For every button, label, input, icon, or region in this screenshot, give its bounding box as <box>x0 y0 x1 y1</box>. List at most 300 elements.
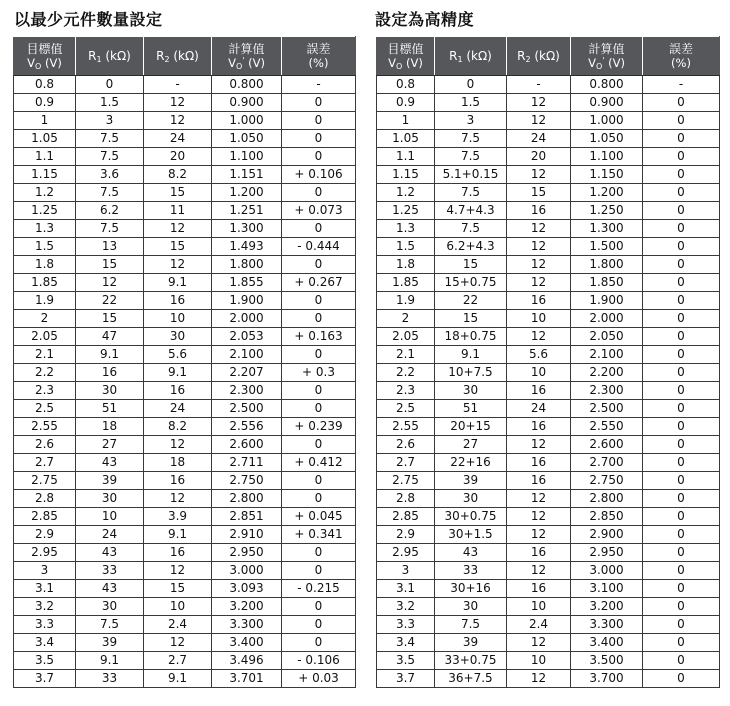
r2-cell: 5.6 <box>144 346 212 364</box>
r1-cell: 18 <box>76 418 144 436</box>
high-precision-table <box>376 36 720 688</box>
calculated-voltage-cell: 2.100 <box>212 346 282 364</box>
error-cell: 0 <box>643 94 720 112</box>
target-voltage-cell: 1.2 <box>14 184 76 202</box>
error-cell: 0 <box>643 670 720 688</box>
r1-cell: 43 <box>435 544 507 562</box>
calculated-voltage-cell: 1.200 <box>212 184 282 202</box>
r1-cell: 7.5 <box>435 148 507 166</box>
calculated-voltage-cell: 1.500 <box>571 238 643 256</box>
error-cell: 0 <box>643 184 720 202</box>
table-row <box>14 310 356 328</box>
r1-cell: 13 <box>76 238 144 256</box>
calculated-voltage-cell: 1.000 <box>571 112 643 130</box>
error-cell: 0 <box>282 256 356 274</box>
calculated-voltage-cell: 0.800 <box>571 76 643 94</box>
r2-cell: 12 <box>144 436 212 454</box>
r1-cell: 5.1+0.15 <box>435 166 507 184</box>
r1-cell: 9.1 <box>76 652 144 670</box>
error-cell: + 0.3 <box>282 364 356 382</box>
error-cell: 0 <box>643 256 720 274</box>
error-cell: 0 <box>643 652 720 670</box>
r1-cell: 10+7.5 <box>435 364 507 382</box>
r1-cell: 33 <box>435 562 507 580</box>
r2-cell: 12 <box>507 112 571 130</box>
table-header <box>377 37 720 76</box>
r1-cell: 22+16 <box>435 454 507 472</box>
r2-cell: 12 <box>144 256 212 274</box>
target-voltage-cell: 0.9 <box>377 94 435 112</box>
header-r2: $R_2$ (kΩ) <box>144 37 212 76</box>
calculated-voltage-cell: 2.850 <box>571 508 643 526</box>
table-row <box>14 274 356 292</box>
r1-cell: 7.5 <box>435 220 507 238</box>
target-voltage-cell: 2.05 <box>377 328 435 346</box>
table-row <box>377 598 720 616</box>
error-cell: 0 <box>282 220 356 238</box>
error-cell: 0 <box>643 418 720 436</box>
target-voltage-cell: 1 <box>377 112 435 130</box>
error-cell: 0 <box>643 274 720 292</box>
table-row <box>377 454 720 472</box>
table-row <box>377 292 720 310</box>
calculated-voltage-cell: 1.900 <box>571 292 643 310</box>
target-voltage-cell: 2.6 <box>14 436 76 454</box>
r2-cell: 10 <box>507 652 571 670</box>
calculated-voltage-cell: 1.800 <box>212 256 282 274</box>
target-voltage-cell: 3.1 <box>377 580 435 598</box>
calculated-voltage-cell: 2.207 <box>212 364 282 382</box>
table-row <box>377 526 720 544</box>
target-voltage-cell: 2.8 <box>377 490 435 508</box>
target-voltage-cell: 1.1 <box>377 148 435 166</box>
error-cell: 0 <box>643 508 720 526</box>
r1-cell: 16 <box>76 364 144 382</box>
table-row <box>377 544 720 562</box>
r2-cell: 12 <box>507 670 571 688</box>
table-row <box>377 148 720 166</box>
r1-cell: 7.5 <box>76 130 144 148</box>
target-voltage-cell: 2.1 <box>377 346 435 364</box>
r2-cell: 12 <box>507 508 571 526</box>
error-cell: 0 <box>282 616 356 634</box>
calculated-voltage-cell: 2.851 <box>212 508 282 526</box>
error-cell: 0 <box>643 220 720 238</box>
table-row <box>377 562 720 580</box>
calculated-voltage-cell: 2.800 <box>212 490 282 508</box>
target-voltage-cell: 3 <box>377 562 435 580</box>
r1-cell: 24 <box>76 526 144 544</box>
table-row <box>377 508 720 526</box>
error-cell: 0 <box>643 616 720 634</box>
target-voltage-cell: 2.05 <box>14 328 76 346</box>
error-cell: + 0.412 <box>282 454 356 472</box>
target-voltage-cell: 2.3 <box>14 382 76 400</box>
r2-cell: 15 <box>507 184 571 202</box>
table-row <box>14 148 356 166</box>
table-row <box>14 76 356 94</box>
error-cell: - 0.444 <box>282 238 356 256</box>
target-voltage-cell: 3.1 <box>14 580 76 598</box>
table-row <box>14 652 356 670</box>
calculated-voltage-cell: 3.300 <box>571 616 643 634</box>
r2-cell: 16 <box>144 382 212 400</box>
r1-cell: 36+7.5 <box>435 670 507 688</box>
calculated-voltage-cell: 2.000 <box>212 310 282 328</box>
error-cell: 0 <box>643 130 720 148</box>
table-row <box>377 328 720 346</box>
r1-cell: 47 <box>76 328 144 346</box>
r1-cell: 7.5 <box>76 148 144 166</box>
calculated-voltage-cell: 3.701 <box>212 670 282 688</box>
calculated-voltage-cell: 2.556 <box>212 418 282 436</box>
r2-cell: 15 <box>144 184 212 202</box>
header-r1: $R_1$ (kΩ) <box>76 37 144 76</box>
error-cell: 0 <box>643 292 720 310</box>
header-error: 誤差 (%) <box>282 37 356 76</box>
table-row <box>14 634 356 652</box>
error-cell: - 0.106 <box>282 652 356 670</box>
r1-cell: 9.1 <box>76 346 144 364</box>
target-voltage-cell: 2.75 <box>377 472 435 490</box>
calculated-voltage-cell: 2.700 <box>571 454 643 472</box>
r2-cell: 12 <box>144 94 212 112</box>
r1-cell: 43 <box>76 544 144 562</box>
target-voltage-cell: 0.9 <box>14 94 76 112</box>
r2-cell: 24 <box>507 130 571 148</box>
r2-cell: - <box>144 76 212 94</box>
r2-cell: 16 <box>144 472 212 490</box>
target-voltage-cell: 1.15 <box>14 166 76 184</box>
table-row <box>377 202 720 220</box>
calculated-voltage-cell: 3.000 <box>571 562 643 580</box>
r1-cell: 15 <box>76 310 144 328</box>
target-voltage-cell: 2 <box>14 310 76 328</box>
target-voltage-cell: 2.55 <box>377 418 435 436</box>
target-voltage-cell: 3.7 <box>14 670 76 688</box>
error-cell: + 0.163 <box>282 328 356 346</box>
r2-cell: 10 <box>144 598 212 616</box>
r1-cell: 30 <box>435 490 507 508</box>
table-row <box>14 454 356 472</box>
target-voltage-cell: 2.2 <box>14 364 76 382</box>
target-voltage-cell: 2.7 <box>14 454 76 472</box>
target-voltage-cell: 1.5 <box>14 238 76 256</box>
error-cell: 0 <box>282 634 356 652</box>
calculated-voltage-cell: 2.053 <box>212 328 282 346</box>
error-cell: 0 <box>643 202 720 220</box>
target-voltage-cell: 2.85 <box>377 508 435 526</box>
r1-cell: 39 <box>76 634 144 652</box>
r1-cell: 7.5 <box>76 616 144 634</box>
table-row <box>377 634 720 652</box>
r1-cell: 43 <box>76 454 144 472</box>
r2-cell: 12 <box>144 112 212 130</box>
table-row <box>14 112 356 130</box>
calculated-voltage-cell: 1.300 <box>212 220 282 238</box>
calculated-voltage-cell: 2.600 <box>212 436 282 454</box>
target-voltage-cell: 1.15 <box>377 166 435 184</box>
r2-cell: 12 <box>507 562 571 580</box>
error-cell: 0 <box>282 346 356 364</box>
r2-cell: 12 <box>144 562 212 580</box>
r2-cell: 8.2 <box>144 166 212 184</box>
r2-cell: 12 <box>144 220 212 238</box>
target-voltage-cell: 2 <box>377 310 435 328</box>
target-voltage-cell: 2.85 <box>14 508 76 526</box>
calculated-voltage-cell: 0.800 <box>212 76 282 94</box>
error-cell: 0 <box>643 112 720 130</box>
r2-cell: 12 <box>507 238 571 256</box>
error-cell: 0 <box>282 112 356 130</box>
r1-cell: 30+0.75 <box>435 508 507 526</box>
r2-cell: 16 <box>507 454 571 472</box>
table-header <box>14 37 356 76</box>
error-cell: 0 <box>282 148 356 166</box>
r2-cell: 16 <box>144 544 212 562</box>
calculated-voltage-cell: 2.750 <box>212 472 282 490</box>
table-row <box>377 94 720 112</box>
header-target-voltage: 目標值 $V_O$ (V) <box>377 37 435 76</box>
r1-cell: 27 <box>435 436 507 454</box>
r1-cell: 39 <box>435 634 507 652</box>
r1-cell: 43 <box>76 580 144 598</box>
r1-cell: 15 <box>435 256 507 274</box>
left-table-title: 以最少元件數量設定 <box>14 10 163 29</box>
target-voltage-cell: 1.85 <box>377 274 435 292</box>
r2-cell: 12 <box>507 256 571 274</box>
target-voltage-cell: 2.5 <box>377 400 435 418</box>
target-voltage-cell: 3.3 <box>377 616 435 634</box>
error-cell: 0 <box>282 382 356 400</box>
calculated-voltage-cell: 1.100 <box>571 148 643 166</box>
r1-cell: 33+0.75 <box>435 652 507 670</box>
r1-cell: 15 <box>435 310 507 328</box>
error-cell: 0 <box>643 544 720 562</box>
target-voltage-cell: 3.3 <box>14 616 76 634</box>
calculated-voltage-cell: 2.711 <box>212 454 282 472</box>
calculated-voltage-cell: 2.100 <box>571 346 643 364</box>
r1-cell: 7.5 <box>76 220 144 238</box>
target-voltage-cell: 2.9 <box>14 526 76 544</box>
r2-cell: 8.2 <box>144 418 212 436</box>
r1-cell: 30 <box>76 598 144 616</box>
r1-cell: 3 <box>435 112 507 130</box>
r2-cell: 12 <box>507 634 571 652</box>
r2-cell: 12 <box>507 274 571 292</box>
target-voltage-cell: 1.05 <box>377 130 435 148</box>
table-row <box>14 94 356 112</box>
r1-cell: 1.5 <box>76 94 144 112</box>
target-voltage-cell: 1.5 <box>377 238 435 256</box>
error-cell: 0 <box>643 382 720 400</box>
calculated-voltage-cell: 1.900 <box>212 292 282 310</box>
r2-cell: 16 <box>144 292 212 310</box>
header-r2: $R_2$ (kΩ) <box>507 37 571 76</box>
target-voltage-cell: 2.95 <box>377 544 435 562</box>
target-voltage-cell: 2.95 <box>14 544 76 562</box>
r1-cell: 0 <box>76 76 144 94</box>
error-cell: 0 <box>282 436 356 454</box>
calculated-voltage-cell: 3.400 <box>571 634 643 652</box>
r2-cell: 16 <box>507 580 571 598</box>
r1-cell: 3 <box>76 112 144 130</box>
error-cell: 0 <box>282 490 356 508</box>
target-voltage-cell: 1.1 <box>14 148 76 166</box>
calculated-voltage-cell: 1.000 <box>212 112 282 130</box>
error-cell: 0 <box>282 94 356 112</box>
table-row <box>14 472 356 490</box>
r1-cell: 30 <box>435 382 507 400</box>
calculated-voltage-cell: 1.050 <box>571 130 643 148</box>
table-row <box>14 346 356 364</box>
r1-cell: 1.5 <box>435 94 507 112</box>
r2-cell: 24 <box>144 130 212 148</box>
table-row <box>14 292 356 310</box>
target-voltage-cell: 3.2 <box>377 598 435 616</box>
table-row <box>14 526 356 544</box>
calculated-voltage-cell: 2.900 <box>571 526 643 544</box>
table-row <box>14 616 356 634</box>
calculated-voltage-cell: 1.855 <box>212 274 282 292</box>
target-voltage-cell: 2.8 <box>14 490 76 508</box>
calculated-voltage-cell: 0.900 <box>571 94 643 112</box>
r2-cell: 3.9 <box>144 508 212 526</box>
table-row <box>14 130 356 148</box>
target-voltage-cell: 2.75 <box>14 472 76 490</box>
table-row <box>377 112 720 130</box>
table-row <box>377 418 720 436</box>
error-cell: 0 <box>282 544 356 562</box>
target-voltage-cell: 3 <box>14 562 76 580</box>
calculated-voltage-cell: 2.750 <box>571 472 643 490</box>
r2-cell: 9.1 <box>144 670 212 688</box>
r2-cell: 12 <box>507 166 571 184</box>
r2-cell: 30 <box>144 328 212 346</box>
calculated-voltage-cell: 1.150 <box>571 166 643 184</box>
error-cell: 0 <box>643 436 720 454</box>
table-row <box>14 238 356 256</box>
target-voltage-cell: 1.8 <box>377 256 435 274</box>
target-voltage-cell: 2.2 <box>377 364 435 382</box>
calculated-voltage-cell: 2.950 <box>571 544 643 562</box>
error-cell: 0 <box>643 166 720 184</box>
r1-cell: 51 <box>76 400 144 418</box>
error-cell: 0 <box>282 292 356 310</box>
r1-cell: 15+0.75 <box>435 274 507 292</box>
r1-cell: 33 <box>76 562 144 580</box>
error-cell: + 0.073 <box>282 202 356 220</box>
r1-cell: 6.2 <box>76 202 144 220</box>
target-voltage-cell: 3.5 <box>14 652 76 670</box>
r2-cell: 12 <box>507 220 571 238</box>
target-voltage-cell: 1.85 <box>14 274 76 292</box>
calculated-voltage-cell: 2.950 <box>212 544 282 562</box>
target-voltage-cell: 3.7 <box>377 670 435 688</box>
target-voltage-cell: 1.25 <box>14 202 76 220</box>
r2-cell: 16 <box>507 418 571 436</box>
r2-cell: 10 <box>507 310 571 328</box>
table-row <box>377 238 720 256</box>
calculated-voltage-cell: 3.496 <box>212 652 282 670</box>
table-row <box>14 400 356 418</box>
r2-cell: 2.4 <box>144 616 212 634</box>
r2-cell: 15 <box>144 238 212 256</box>
r2-cell: 10 <box>144 310 212 328</box>
table-row <box>14 220 356 238</box>
table-row <box>377 166 720 184</box>
target-voltage-cell: 2.5 <box>14 400 76 418</box>
table-row <box>14 508 356 526</box>
calculated-voltage-cell: 2.500 <box>212 400 282 418</box>
target-voltage-cell: 0.8 <box>14 76 76 94</box>
calculated-voltage-cell: 1.300 <box>571 220 643 238</box>
calculated-voltage-cell: 2.000 <box>571 310 643 328</box>
table-row <box>14 544 356 562</box>
r1-cell: 10 <box>76 508 144 526</box>
table-row <box>377 580 720 598</box>
calculated-voltage-cell: 3.400 <box>212 634 282 652</box>
table-row <box>377 310 720 328</box>
table-row <box>377 130 720 148</box>
table-row <box>14 256 356 274</box>
r1-cell: 20+15 <box>435 418 507 436</box>
table-row <box>377 400 720 418</box>
table-row <box>377 274 720 292</box>
r2-cell: 16 <box>507 472 571 490</box>
calculated-voltage-cell: 3.100 <box>571 580 643 598</box>
r2-cell: 5.6 <box>507 346 571 364</box>
r1-cell: 27 <box>76 436 144 454</box>
table-row <box>377 220 720 238</box>
r1-cell: 30+1.5 <box>435 526 507 544</box>
target-voltage-cell: 3.5 <box>377 652 435 670</box>
calculated-voltage-cell: 3.300 <box>212 616 282 634</box>
r1-cell: 7.5 <box>76 184 144 202</box>
error-cell: 0 <box>282 400 356 418</box>
table-row <box>377 652 720 670</box>
table-body <box>377 76 720 688</box>
error-cell: + 0.239 <box>282 418 356 436</box>
r1-cell: 30 <box>435 598 507 616</box>
calculated-voltage-cell: 2.200 <box>571 364 643 382</box>
r2-cell: 9.1 <box>144 526 212 544</box>
target-voltage-cell: 1.05 <box>14 130 76 148</box>
calculated-voltage-cell: 3.200 <box>212 598 282 616</box>
calculated-voltage-cell: 1.250 <box>571 202 643 220</box>
r2-cell: 12 <box>507 436 571 454</box>
r1-cell: 51 <box>435 400 507 418</box>
r1-cell: 33 <box>76 670 144 688</box>
r2-cell: 10 <box>507 364 571 382</box>
calculated-voltage-cell: 3.000 <box>212 562 282 580</box>
calculated-voltage-cell: 0.900 <box>212 94 282 112</box>
calculated-voltage-cell: 3.093 <box>212 580 282 598</box>
calculated-voltage-cell: 3.200 <box>571 598 643 616</box>
error-cell: + 0.341 <box>282 526 356 544</box>
table-row <box>14 202 356 220</box>
calculated-voltage-cell: 1.151 <box>212 166 282 184</box>
r2-cell: 24 <box>507 400 571 418</box>
r2-cell: 16 <box>507 544 571 562</box>
table-row <box>377 364 720 382</box>
error-cell: 0 <box>643 310 720 328</box>
error-cell: 0 <box>643 526 720 544</box>
right-table-title: 設定為高精度 <box>375 10 475 29</box>
error-cell: 0 <box>643 328 720 346</box>
table-row <box>14 598 356 616</box>
calculated-voltage-cell: 2.300 <box>212 382 282 400</box>
